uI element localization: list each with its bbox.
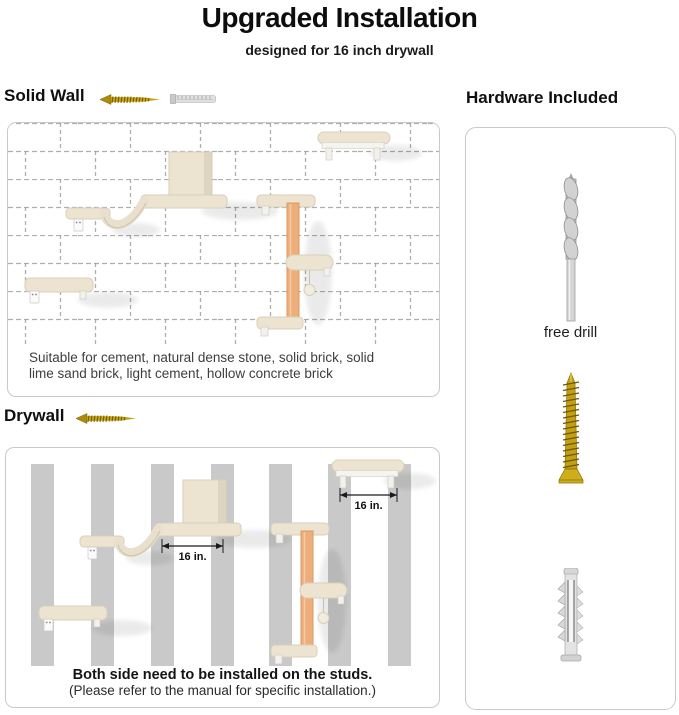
note-plain-line: (Please refer to the manual for specific installation.) <box>69 683 376 698</box>
drill-bit-icon <box>559 173 583 323</box>
solid-wall-caption <box>29 350 437 382</box>
dimension-label-top-right: 16 in. <box>354 500 383 512</box>
hardware-heading: Hardware Included <box>466 88 619 107</box>
gold-screw-icon <box>75 412 137 425</box>
solid-wall-illustration <box>8 123 439 346</box>
gold-screw-image <box>557 371 585 495</box>
free-drill-label: free drill <box>543 324 598 341</box>
caption-line-2: lime sand brick, light cement, hollow concrete brick <box>29 366 333 381</box>
gold-screw-icon <box>99 93 161 106</box>
drywall-anchor-image <box>555 568 587 668</box>
drywall-panel <box>5 447 440 708</box>
drywall-note <box>6 667 439 698</box>
solid-wall-heading: Solid Wall <box>4 86 85 105</box>
note-bold-line: Both side need to be installed on the studs. <box>72 667 373 683</box>
hardware-panel <box>465 127 676 710</box>
dimension-label-middle: 16 in. <box>178 551 207 563</box>
page-subtitle: designed for 16 inch drywall <box>245 42 434 58</box>
wall-anchor-icon <box>170 92 217 106</box>
caption-line-1: Suitable for cement, natural dense stone, solid brick, solid <box>29 350 375 365</box>
solid-wall-panel <box>7 122 440 397</box>
page-title: Upgraded Installation <box>201 2 478 33</box>
drywall-illustration <box>6 448 439 666</box>
drywall-heading: Drywall <box>4 406 65 425</box>
